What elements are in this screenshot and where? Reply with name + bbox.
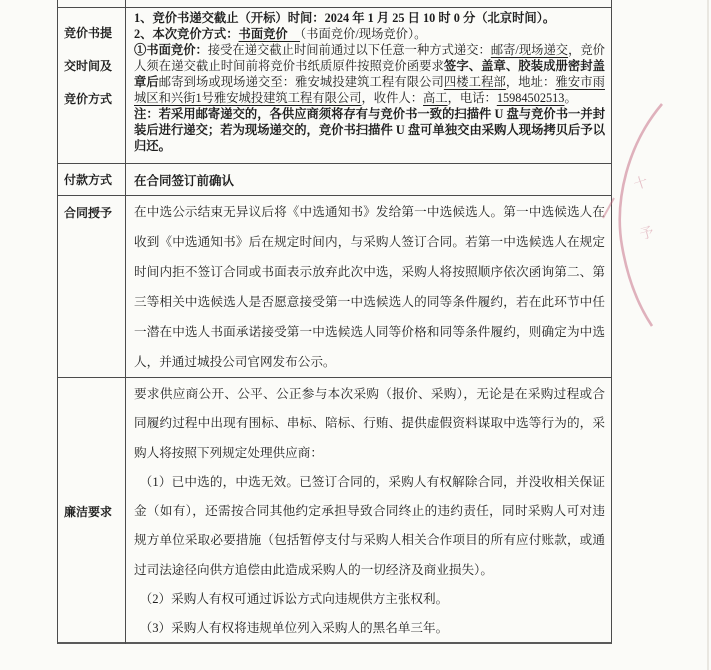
scan-edge-line [707,0,709,670]
paragraph: 在合同签订前确认 [134,173,235,188]
row-content [126,196,611,377]
row-label: 付款方式 [58,164,126,195]
table-row-integrity-requirements [58,378,611,644]
paragraph: 注：若采用邮寄递交的，各供应商须将存有与竞价书一致的扫描件 U 盘与竞价书一并封装后进行递交；若为现场递交的，竞价书扫描件 U 盘可单独交由采购人现场拷贝后予以归还。 [134,107,605,153]
row-content [126,8,611,163]
paragraph: 1、竞价书递交截止（开标）时间：2024 年 1 月 25 日 10 时 0 分（北京时间）。 [134,11,556,25]
paragraph: （1）已中选的，中选无效。已签订合同的，采购人有权解除合同，并没收相关保证金（如有），还需按合同其他约定承担导致合同终止的违约责任，同时采购人可对违规方单位采取必要措施（包括暂停支付与采购人相关合作项目的所有应付账款，或通过司法途径向供方追偿由此造成采购人的一切经济及商业损失）。 [134,474,605,577]
table-row-bid-submission [58,8,611,164]
row-label: 合同授予 [58,196,126,377]
row-content [126,378,611,644]
table-row-payment-method [58,164,611,196]
paragraph: ①书面竞价：接受在递交截止时间前通过以下任意一种方式递交：邮寄/现场递交，竞价人须在递交截止时间前将竞价书纸质原件按照竞价函要求签字、盖章、胶装成册密封盖章后邮寄到场或现场递交至：雅安城投建筑工程有限公司四楼工程部，地址：雅安市雨城区和兴街1号雅安城投建筑工程有限公司，收件人：高工，电话：15984502513。 [134,43,605,105]
paragraph: （2）采购人有权可通过诉讼方式向违规供方主张权利。 [139,592,449,607]
seal-glyph: 十 [632,174,651,194]
paragraph: 2、本次竞价方式：书面竞价 （书面竞价/现场竞价）。 [134,27,427,41]
row-label: 廉洁要求 [58,378,126,644]
red-seal-stamp [598,96,708,336]
row-label [58,0,126,7]
bid-info-table [57,0,612,644]
seal-arc [620,104,662,326]
table-row-partial-top [58,0,611,8]
seal-arc-fragment [603,198,614,218]
seal-glyph: 予 [638,225,656,244]
row-content [126,164,611,195]
paragraph: 要求供应商公开、公平、公正参与本次采购（报价、采购），无论是在采购过程或合同履约过程中出现有围标、串标、陪标、行贿、提供虚假资料谋取中选等行为的，采购人将按照下列规定处理供应商： [134,387,605,460]
table-row-contract-award [58,196,611,378]
row-content [126,0,611,7]
row-label: 竞价书提交时间及竞价方式 [58,8,126,163]
paragraph: （3）采购人有权将违规单位列入采购人的黑名单三年。 [139,621,449,636]
paragraph: 在中选公示结束无异议后将《中选通知书》发给第一中选候选人。第一中选候选人在收到《中选通知书》后在规定时间内，与采购人签订合同。若第一中选候选人在规定时间内拒不签订合同或书面表示放弃此次中选，采购人将按照顺序依次函询第二、第三等相关中选候选人是否愿意接受第一中选候选人的同等条件履约，若在此环节中任一潜在中选人书面承诺接受第一中选候选人同等价格和同等条件履约，则确定为中选人，并通过城投公司官网发布公示。 [134,205,605,369]
